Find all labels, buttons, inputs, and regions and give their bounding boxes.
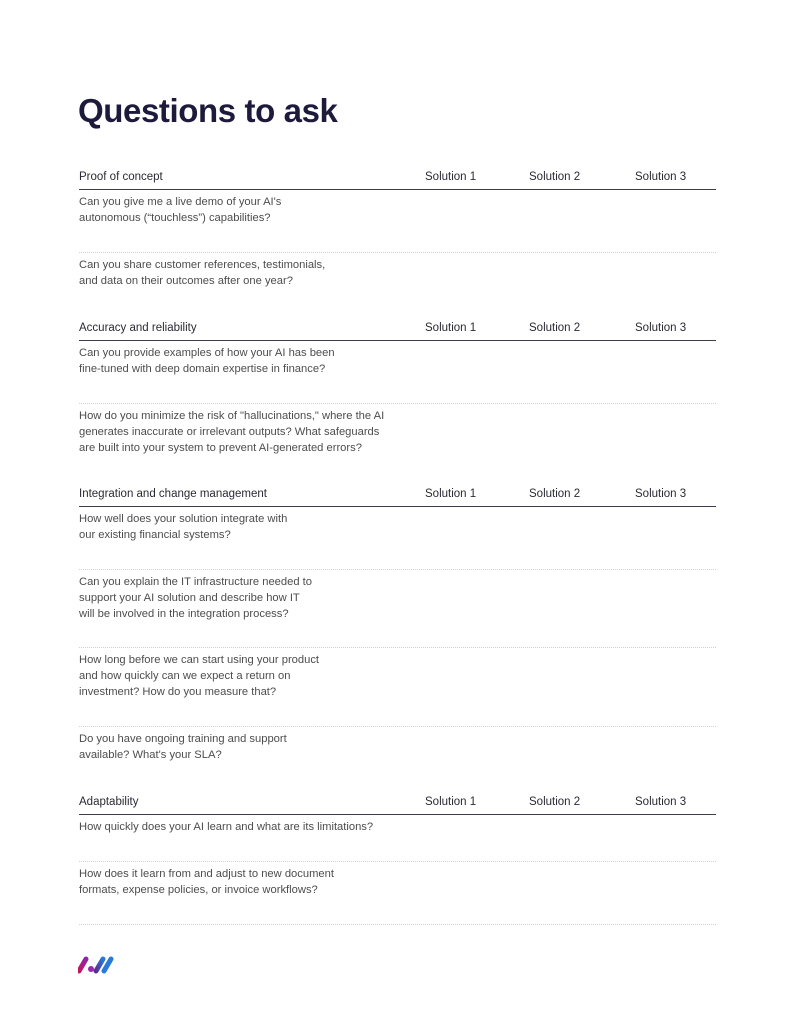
question-text: Can you share customer references, testimonials, and data on their outcomes after one year? <box>79 259 326 287</box>
page-title: Questions to ask <box>78 92 338 129</box>
question-text: How do you minimize the risk of "hallucinations," where the AI generates inaccurate or irrelevant outputs? What safeguards are built into your system to prevent AI-generated errors? <box>79 410 385 454</box>
question-row <box>79 190 716 253</box>
question-text: Do you have ongoing training and support available? What's your SLA? <box>79 733 287 761</box>
column-solution-3: Solution 3 <box>635 488 687 500</box>
section-title: Proof of concept <box>79 171 163 183</box>
section-title: Adaptability <box>79 796 139 808</box>
column-solution-2: Solution 2 <box>529 796 581 808</box>
question-row <box>79 727 716 787</box>
column-solution-1: Solution 1 <box>425 488 477 500</box>
section-header <box>79 795 716 815</box>
question-text: How long before we can start using your product and how quickly can we expect a return on investment? How do you measure that? <box>79 654 320 698</box>
column-solution-1: Solution 1 <box>425 171 477 183</box>
question-row <box>79 507 716 570</box>
section-header <box>79 321 716 341</box>
question-row <box>79 404 716 474</box>
question-text: How quickly does your AI learn and what are its limitations? <box>79 821 374 833</box>
column-solution-2: Solution 2 <box>529 322 581 334</box>
section-title: Accuracy and reliability <box>79 322 197 334</box>
question-row <box>79 341 716 404</box>
question-row <box>79 570 716 648</box>
section-header <box>79 487 716 507</box>
column-solution-3: Solution 3 <box>635 322 687 334</box>
column-solution-2: Solution 2 <box>529 488 581 500</box>
question-text: Can you provide examples of how your AI has been fine-tuned with deep domain expertise in finance? <box>79 347 335 375</box>
section-integration-and-change-management <box>79 487 716 787</box>
section-header <box>79 170 716 190</box>
question-text: Can you give me a live demo of your AI's autonomous (“touchless”) capabilities? <box>79 196 282 224</box>
question-text: How well does your solution integrate with our existing financial systems? <box>79 513 288 541</box>
question-row <box>79 648 716 727</box>
question-row <box>79 253 716 313</box>
section-adaptability <box>79 795 716 925</box>
question-text: Can you explain the IT infrastructure needed to support your AI solution and describe how IT will be involved in the integration process? <box>79 576 313 620</box>
column-solution-2: Solution 2 <box>529 171 581 183</box>
question-row <box>79 862 716 925</box>
column-solution-1: Solution 1 <box>425 796 477 808</box>
section-title: Integration and change management <box>79 488 267 500</box>
column-solution-3: Solution 3 <box>635 171 687 183</box>
column-solution-3: Solution 3 <box>635 796 687 808</box>
section-accuracy-and-reliability <box>79 321 716 474</box>
question-row <box>79 815 716 862</box>
section-proof-of-concept <box>79 170 716 313</box>
brand-logo-icon <box>78 956 114 974</box>
column-solution-1: Solution 1 <box>425 322 477 334</box>
question-text: How does it learn from and adjust to new document formats, expense policies, or invoice workflows? <box>79 868 334 896</box>
